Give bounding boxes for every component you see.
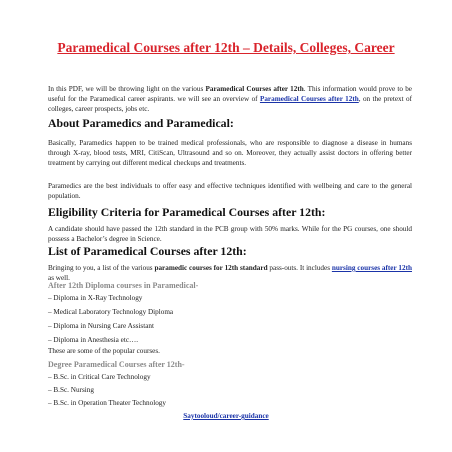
intro-text-1: In this PDF, we will be throwing light on the various (48, 85, 206, 93)
about-paragraph-1: Basically, Paramedics happen to be trained medical professionals, who are responsible to diagnose a disease in humans through X-ray, blood tests, MRI, CitiScan, Ultrasound and so on. Moreover, they actually assist doctors in offering better treatment by carrying out different medical checkups and treatments. (48, 139, 412, 167)
list-item: – Diploma in Anesthesia etc…. (48, 336, 139, 344)
list-item: – B.Sc. in Operation Theater Technology (48, 399, 166, 407)
diploma-note: These are some of the popular courses. (48, 347, 160, 355)
page-title: Paramedical Courses after 12th – Details, Colleges, Career (57, 40, 395, 55)
intro-bold: Paramedical Courses after 12th (205, 85, 304, 93)
list-item: – B.Sc. in Critical Care Technology (48, 373, 151, 381)
about-heading: About Paramedics and Paramedical: (48, 116, 234, 130)
list-item: – Diploma in X-Ray Technology (48, 294, 143, 302)
list-text-3: as well. (48, 274, 70, 282)
eligibility-paragraph: A candidate should have passed the 12th standard in the PCB group with 50% marks. While for the PG courses, one should possess a Bachelor’s degree in Science. (48, 225, 412, 243)
footer-link[interactable]: Saytooloud/career-guidance (183, 412, 269, 420)
diploma-heading: After 12th Diploma courses in Paramedical- (48, 281, 199, 290)
intro-text-3: , on the pretext of colleges, career prospects, jobs etc. (48, 95, 412, 113)
about-paragraph-2: Paramedics are the best individuals to offer easy and effective techniques identified with wellbeing and care to the general population. (48, 182, 412, 200)
list-text-1: Bringing to you, a list of the various (48, 264, 155, 272)
list-item: – Diploma in Nursing Care Assistant (48, 322, 155, 330)
list-paragraph (48, 263, 412, 283)
list-item: – B.Sc. Nursing (48, 386, 94, 394)
intro-paragraph (48, 84, 412, 114)
list-item: – Medical Laboratory Technology Diploma (48, 308, 174, 316)
intro-text-2: . This information would prove to be useful for the Paramedical career aspirants. we will see an overview of (48, 85, 413, 103)
list-heading: List of Paramedical Courses after 12th: (48, 244, 247, 258)
list-text-2: pass-outs. It includes (267, 264, 332, 272)
intro-link[interactable]: Paramedical Courses after 12th (259, 95, 359, 103)
nursing-courses-link[interactable]: nursing courses after 12th (331, 264, 412, 272)
list-bold: paramedic courses for 12th standard (154, 264, 268, 272)
degree-heading: Degree Paramedical Courses after 12th- (48, 360, 185, 369)
eligibility-heading: Eligibility Criteria for Paramedical Courses after 12th: (48, 205, 326, 219)
